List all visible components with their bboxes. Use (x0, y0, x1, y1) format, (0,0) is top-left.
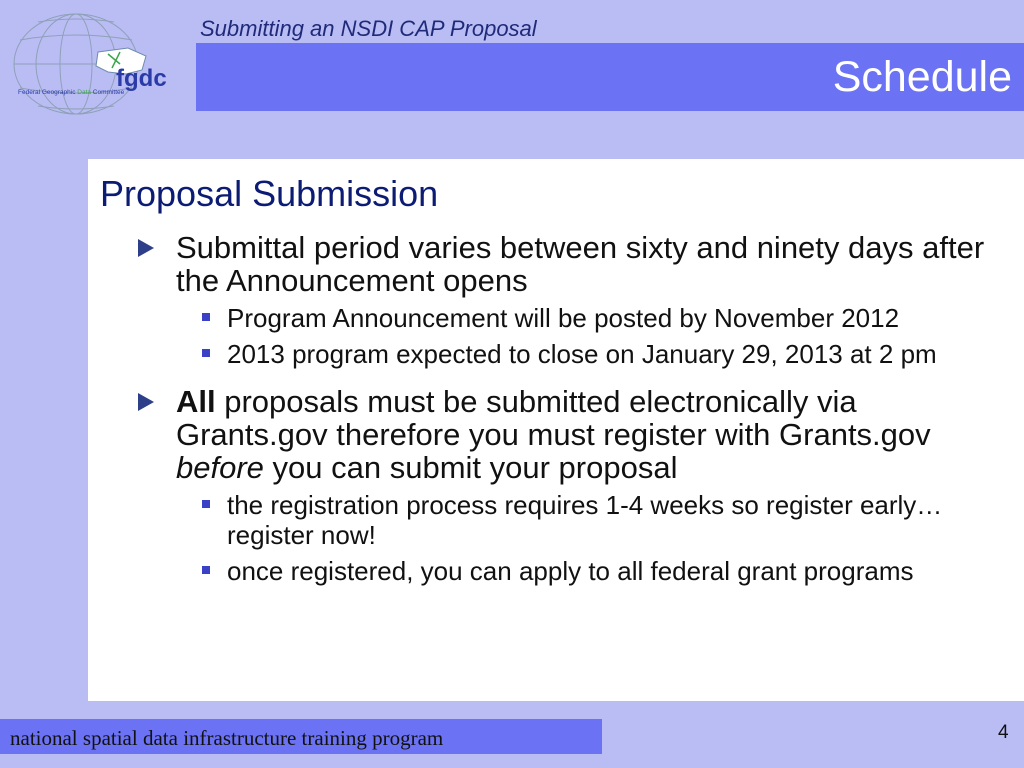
square-bullet-icon (202, 500, 210, 508)
arrow-bullet-icon (138, 239, 154, 257)
sub-bullet-item (88, 303, 1024, 333)
logo-fgdc-text: fgdc (116, 65, 167, 92)
document-title: Submitting an NSDI CAP Proposal (200, 16, 537, 41)
bullet-item (88, 385, 1024, 484)
header-band (196, 43, 1024, 111)
bold-all-text: All (176, 384, 216, 419)
content-panel (88, 159, 1024, 701)
fgdc-logo (8, 8, 178, 120)
bullet-item (88, 231, 1024, 297)
footer-text: national spatial data infrastructure training program (10, 726, 444, 750)
square-bullet-icon (202, 349, 210, 357)
footer-band (0, 719, 602, 754)
sub-bullet-text: the registration process requires 1-4 weeks so register early… register now! (227, 490, 943, 550)
globe-logo-icon (8, 8, 178, 120)
bullet-text: Submittal period varies between sixty and ninety days after the Announcement opens (176, 230, 985, 298)
sub-bullet-text: once registered, you can apply to all federal grant programs (227, 556, 914, 586)
sub-bullet-item (88, 339, 1024, 369)
slide-title: Schedule (832, 53, 1012, 101)
square-bullet-icon (202, 566, 210, 574)
arrow-bullet-icon (138, 393, 154, 411)
sub-bullet-item (88, 490, 1024, 550)
page-number: 4 (998, 722, 1009, 743)
sub-bullet-item (88, 556, 1024, 586)
bullet-list (88, 231, 1024, 586)
bullet-text: All proposals must be submitted electronically via Grants.gov therefore you must register with Grants.gov before you can submit your proposal (176, 384, 931, 485)
italic-before-text: before (176, 450, 264, 485)
section-heading: Proposal Submission (100, 173, 439, 214)
square-bullet-icon (202, 313, 210, 321)
sub-bullet-text: Program Announcement will be posted by November 2012 (227, 303, 900, 333)
sub-bullet-text: 2013 program expected to close on January 29, 2013 at 2 pm (227, 339, 937, 369)
logo-committee-text: Federal Geographic Data Committee (18, 89, 125, 96)
